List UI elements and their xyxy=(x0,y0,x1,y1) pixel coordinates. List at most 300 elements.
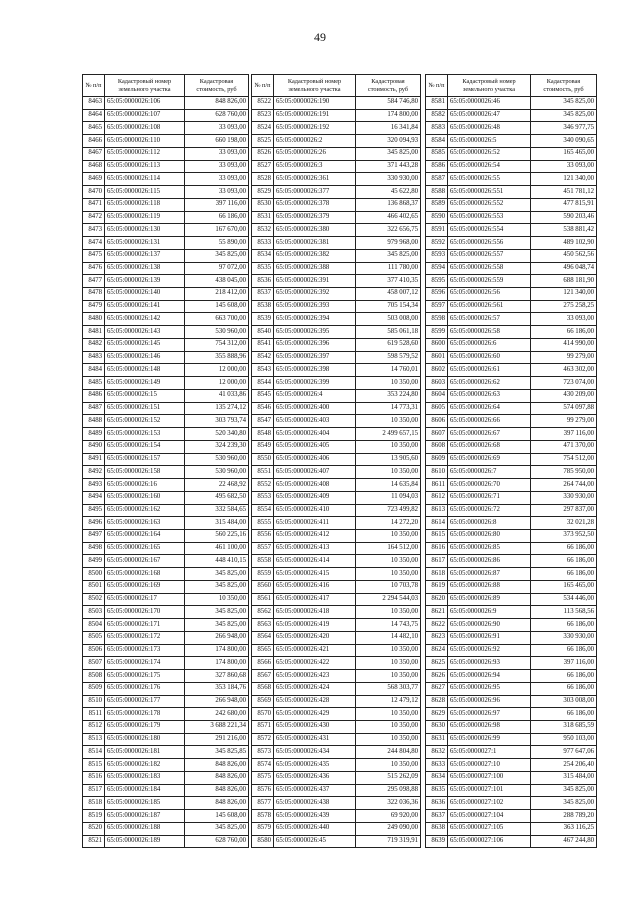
row-number: 8505 xyxy=(83,631,105,644)
cadastral-cost: 705 154,34 xyxy=(356,300,421,313)
cadastral-number: 65:05:0000026:411 xyxy=(274,517,356,530)
cadastral-number: 65:05:0000026:99 xyxy=(448,733,531,746)
cadastral-number: 65:05:0000026:164 xyxy=(105,529,185,542)
row-number: 8541 xyxy=(252,338,274,351)
table-row xyxy=(252,631,421,644)
row-number: 8583 xyxy=(426,122,448,135)
table-row xyxy=(426,619,597,632)
table-row xyxy=(426,708,597,721)
table-body xyxy=(252,97,421,848)
row-number: 8509 xyxy=(83,682,105,695)
cadastral-cost: 320 094,93 xyxy=(356,135,421,148)
cadastral-number: 65:05:0000026:92 xyxy=(448,644,531,657)
row-number: 8510 xyxy=(83,695,105,708)
table-row xyxy=(252,784,421,797)
table-row xyxy=(252,619,421,632)
cadastral-cost: 628 760,00 xyxy=(185,109,249,122)
cadastral-number: 65:05:0000027:105 xyxy=(448,822,531,835)
cadastral-cost: 266 948,00 xyxy=(185,695,249,708)
table-row xyxy=(426,147,597,160)
row-number: 8516 xyxy=(83,771,105,784)
row-number: 8572 xyxy=(252,733,274,746)
cadastral-number: 65:05:0000026:94 xyxy=(448,670,531,683)
row-number: 8520 xyxy=(83,822,105,835)
table-row xyxy=(83,402,249,415)
cadastral-number: 65:05:0000026:391 xyxy=(274,275,356,288)
row-number: 8552 xyxy=(252,479,274,492)
cadastral-cost: 33 093,00 xyxy=(185,160,249,173)
row-number: 8629 xyxy=(426,708,448,721)
cadastral-number: 65:05:0000026:61 xyxy=(448,364,531,377)
cadastral-cost: 10 350,00 xyxy=(356,720,421,733)
table-row xyxy=(426,593,597,606)
cadastral-cost: 315 484,00 xyxy=(185,517,249,530)
cadastral-cost: 288 789,20 xyxy=(531,810,597,823)
table-row xyxy=(252,593,421,606)
row-number: 8471 xyxy=(83,198,105,211)
table-row xyxy=(83,97,249,110)
table-row xyxy=(426,657,597,670)
cadastral-cost: 33 093,00 xyxy=(531,313,597,326)
table-row xyxy=(426,644,597,657)
table-row xyxy=(426,224,597,237)
table-row xyxy=(83,670,249,683)
cadastral-cost: 297 837,00 xyxy=(531,504,597,517)
row-number: 8543 xyxy=(252,364,274,377)
table-row xyxy=(426,122,597,135)
cadastral-cost: 530 960,00 xyxy=(185,466,249,479)
row-number: 8550 xyxy=(252,453,274,466)
cadastral-number: 65:05:0000026:3 xyxy=(274,160,356,173)
cadastral-number: 65:05:0000026:87 xyxy=(448,568,531,581)
cadastral-cost: 69 920,00 xyxy=(356,810,421,823)
row-number: 8538 xyxy=(252,300,274,313)
cadastral-number: 65:05:0000026:143 xyxy=(105,326,185,339)
row-number: 8592 xyxy=(426,237,448,250)
row-number: 8621 xyxy=(426,606,448,619)
row-number: 8617 xyxy=(426,555,448,568)
cadastral-cost: 503 008,00 xyxy=(356,313,421,326)
table-row xyxy=(252,453,421,466)
table-row xyxy=(426,695,597,708)
table-row xyxy=(252,555,421,568)
table-row xyxy=(83,377,249,390)
row-number: 8530 xyxy=(252,198,274,211)
cadastral-number: 65:05:0000026:56 xyxy=(448,288,531,301)
cadastral-cost: 977 647,06 xyxy=(531,746,597,759)
cadastral-cost: 345 825,00 xyxy=(185,619,249,632)
cadastral-number: 65:05:0000026:158 xyxy=(105,466,185,479)
cadastral-number: 65:05:0000026:176 xyxy=(105,682,185,695)
row-number: 8568 xyxy=(252,682,274,695)
table-header-row xyxy=(252,75,421,97)
table-row xyxy=(252,529,421,542)
header-cadastral: Кадастровый номер земельного участка xyxy=(274,75,356,97)
row-number: 8603 xyxy=(426,377,448,390)
cadastral-number: 65:05:0000026:381 xyxy=(274,237,356,250)
cadastral-cost: 266 948,00 xyxy=(185,631,249,644)
cadastral-cost: 10 350,00 xyxy=(356,466,421,479)
cadastral-cost: 164 512,00 xyxy=(356,542,421,555)
row-number: 8595 xyxy=(426,275,448,288)
cadastral-number: 65:05:0000026:399 xyxy=(274,377,356,390)
cadastral-number: 65:05:0000026:93 xyxy=(448,657,531,670)
row-number: 8485 xyxy=(83,377,105,390)
row-number: 8483 xyxy=(83,351,105,364)
row-number: 8507 xyxy=(83,657,105,670)
cadastral-cost: 165 465,00 xyxy=(531,580,597,593)
table-row xyxy=(426,173,597,186)
table-row xyxy=(83,224,249,237)
table-row xyxy=(426,288,597,301)
table-row xyxy=(426,186,597,199)
cadastral-number: 65:05:0000026:169 xyxy=(105,580,185,593)
table-row xyxy=(83,593,249,606)
cadastral-cost: 345 825,00 xyxy=(185,580,249,593)
cadastral-number: 65:05:0000026:7 xyxy=(448,466,531,479)
row-number: 8571 xyxy=(252,720,274,733)
cadastral-cost: 414 990,00 xyxy=(531,338,597,351)
row-number: 8607 xyxy=(426,428,448,441)
table-row xyxy=(252,440,421,453)
cadastral-cost: 324 239,30 xyxy=(185,440,249,453)
cadastral-cost: 530 960,00 xyxy=(185,453,249,466)
cadastral-number: 65:05:0000026:437 xyxy=(274,784,356,797)
header-cost: Кадастровая стоимость, руб xyxy=(531,75,597,97)
row-number: 8503 xyxy=(83,606,105,619)
table-row xyxy=(83,160,249,173)
table-row xyxy=(426,771,597,784)
row-number: 8630 xyxy=(426,720,448,733)
cadastral-cost: 322 036,36 xyxy=(356,797,421,810)
table-row xyxy=(426,555,597,568)
table-row xyxy=(83,835,249,848)
row-number: 8594 xyxy=(426,262,448,275)
row-number: 8586 xyxy=(426,160,448,173)
table-row xyxy=(426,453,597,466)
cadastral-number: 65:05:0000026:68 xyxy=(448,440,531,453)
cadastral-cost: 13 905,60 xyxy=(356,453,421,466)
cadastral-cost: 322 656,75 xyxy=(356,224,421,237)
row-number: 8498 xyxy=(83,542,105,555)
table-row xyxy=(83,644,249,657)
cadastral-cost: 448 410,15 xyxy=(185,555,249,568)
cadastral-number: 65:05:0000026:398 xyxy=(274,364,356,377)
cadastral-cost: 303 793,74 xyxy=(185,415,249,428)
table-row xyxy=(426,606,597,619)
table-row xyxy=(252,771,421,784)
table-row xyxy=(252,746,421,759)
row-number: 8534 xyxy=(252,249,274,262)
cadastral-cost: 10 703,78 xyxy=(356,580,421,593)
cadastral-cost: 979 968,00 xyxy=(356,237,421,250)
cadastral-cost: 97 072,00 xyxy=(185,262,249,275)
table-row xyxy=(252,491,421,504)
row-number: 8636 xyxy=(426,797,448,810)
cadastral-number: 65:05:0000026:416 xyxy=(274,580,356,593)
table-row xyxy=(252,288,421,301)
cadastral-number: 65:05:0000026:191 xyxy=(274,109,356,122)
table-row xyxy=(426,733,597,746)
cadastral-number: 65:05:0000026:119 xyxy=(105,211,185,224)
row-number: 8593 xyxy=(426,249,448,262)
cadastral-cost: 848 826,00 xyxy=(185,771,249,784)
table-row xyxy=(83,415,249,428)
table-row xyxy=(83,784,249,797)
cadastral-number: 65:05:0000027:106 xyxy=(448,835,531,848)
cadastral-number: 65:05:0000026:26 xyxy=(274,147,356,160)
table-row xyxy=(83,695,249,708)
row-number: 8618 xyxy=(426,568,448,581)
table-row xyxy=(426,160,597,173)
cadastral-cost: 264 744,00 xyxy=(531,479,597,492)
cadastral-number: 65:05:0000026:393 xyxy=(274,300,356,313)
table-body xyxy=(426,97,597,848)
row-number: 8536 xyxy=(252,275,274,288)
cadastral-cost: 136 868,37 xyxy=(356,198,421,211)
cadastral-cost: 461 100,00 xyxy=(185,542,249,555)
cadastral-number: 65:05:0000026:149 xyxy=(105,377,185,390)
row-number: 8632 xyxy=(426,746,448,759)
table-row xyxy=(83,466,249,479)
cadastral-cost: 45 622,80 xyxy=(356,186,421,199)
cadastral-number: 65:05:0000026:63 xyxy=(448,389,531,402)
table-row xyxy=(426,300,597,313)
table-row xyxy=(252,326,421,339)
cadastral-number: 65:05:0000026:72 xyxy=(448,504,531,517)
row-number: 8563 xyxy=(252,619,274,632)
table-row xyxy=(252,759,421,772)
row-number: 8478 xyxy=(83,288,105,301)
cadastral-cost: 332 584,65 xyxy=(185,504,249,517)
cadastral-number: 65:05:0000026:408 xyxy=(274,479,356,492)
table-row xyxy=(426,631,597,644)
row-number: 8598 xyxy=(426,313,448,326)
cadastral-cost: 471 370,00 xyxy=(531,440,597,453)
table-row xyxy=(252,504,421,517)
cadastral-number: 65:05:0000026:141 xyxy=(105,300,185,313)
cadastral-number: 65:05:0000026:47 xyxy=(448,109,531,122)
cadastral-cost: 466 402,65 xyxy=(356,211,421,224)
cadastral-number: 65:05:0000026:6 xyxy=(448,338,531,351)
row-number: 8606 xyxy=(426,415,448,428)
table-row xyxy=(252,415,421,428)
row-number: 8619 xyxy=(426,580,448,593)
cadastral-cost: 10 350,00 xyxy=(356,733,421,746)
cadastral-number: 65:05:0000027:100 xyxy=(448,771,531,784)
cadastral-cost: 66 186,00 xyxy=(531,644,597,657)
table-row xyxy=(426,529,597,542)
row-number: 8615 xyxy=(426,529,448,542)
cadastral-cost: 397 116,00 xyxy=(531,657,597,670)
cadastral-number: 65:05:0000026:142 xyxy=(105,313,185,326)
table-row xyxy=(426,211,597,224)
header-cost: Кадастровая стоимость, руб xyxy=(185,75,249,97)
table-row xyxy=(83,555,249,568)
header-num: № п/п xyxy=(426,75,448,97)
row-number: 8479 xyxy=(83,300,105,313)
table-row xyxy=(83,326,249,339)
row-number: 8580 xyxy=(252,835,274,848)
row-number: 8582 xyxy=(426,109,448,122)
row-number: 8544 xyxy=(252,377,274,390)
row-number: 8475 xyxy=(83,249,105,262)
cadastral-cost: 520 340,80 xyxy=(185,428,249,441)
table-row xyxy=(83,822,249,835)
row-number: 8567 xyxy=(252,670,274,683)
header-cadastral: Кадастровый номер земельного участка xyxy=(105,75,185,97)
row-number: 8525 xyxy=(252,135,274,148)
row-number: 8623 xyxy=(426,631,448,644)
table-body xyxy=(83,97,249,848)
table-row xyxy=(252,466,421,479)
row-number: 8637 xyxy=(426,810,448,823)
cadastral-number: 65:05:0000026:187 xyxy=(105,810,185,823)
cadastral-cost: 99 279,00 xyxy=(531,415,597,428)
row-number: 8560 xyxy=(252,580,274,593)
row-number: 8624 xyxy=(426,644,448,657)
row-number: 8554 xyxy=(252,504,274,517)
table-row xyxy=(426,466,597,479)
row-number: 8486 xyxy=(83,389,105,402)
cadastral-number: 65:05:0000026:139 xyxy=(105,275,185,288)
cadastral-number: 65:05:0000026:378 xyxy=(274,198,356,211)
cadastral-number: 65:05:0000026:54 xyxy=(448,160,531,173)
table-row xyxy=(426,835,597,848)
row-number: 8555 xyxy=(252,517,274,530)
cadastral-number: 65:05:0000026:98 xyxy=(448,720,531,733)
row-number: 8634 xyxy=(426,771,448,784)
cadastral-cost: 32 021,28 xyxy=(531,517,597,530)
table-row xyxy=(252,364,421,377)
table-row xyxy=(83,657,249,670)
cadastral-number: 65:05:0000026:90 xyxy=(448,619,531,632)
cadastral-cost: 2 499 657,15 xyxy=(356,428,421,441)
table-row xyxy=(426,428,597,441)
cadastral-cost: 477 815,91 xyxy=(531,198,597,211)
cadastral-number: 65:05:0000026:60 xyxy=(448,351,531,364)
table-row xyxy=(83,122,249,135)
table-row xyxy=(426,249,597,262)
table-row xyxy=(83,504,249,517)
cadastral-cost: 318 685,59 xyxy=(531,720,597,733)
table-row xyxy=(426,377,597,390)
cadastral-number: 65:05:0000026:189 xyxy=(105,835,185,848)
cadastral-cost: 660 198,00 xyxy=(185,135,249,148)
table-row xyxy=(252,835,421,848)
table-row xyxy=(252,173,421,186)
table-row xyxy=(83,491,249,504)
cadastral-cost: 345 825,00 xyxy=(531,109,597,122)
cadastral-cost: 848 826,00 xyxy=(185,97,249,110)
cadastral-cost: 315 484,00 xyxy=(531,771,597,784)
row-number: 8488 xyxy=(83,415,105,428)
cadastral-cost: 373 952,50 xyxy=(531,529,597,542)
cadastral-cost: 14 743,75 xyxy=(356,619,421,632)
table-row xyxy=(83,479,249,492)
table-row xyxy=(426,504,597,517)
cadastral-cost: 688 181,90 xyxy=(531,275,597,288)
cadastral-cost: 496 048,74 xyxy=(531,262,597,275)
row-number: 8600 xyxy=(426,338,448,351)
row-number: 8612 xyxy=(426,491,448,504)
cadastral-cost: 719 319,91 xyxy=(356,835,421,848)
row-number: 8565 xyxy=(252,644,274,657)
table-row xyxy=(426,313,597,326)
cadastral-number: 65:05:0000026:414 xyxy=(274,555,356,568)
cadastral-number: 65:05:0000026:435 xyxy=(274,759,356,772)
cadastral-cost: 330 930,00 xyxy=(531,631,597,644)
row-number: 8489 xyxy=(83,428,105,441)
cadastral-number: 65:05:0000026:95 xyxy=(448,682,531,695)
row-number: 8512 xyxy=(83,720,105,733)
row-number: 8495 xyxy=(83,504,105,517)
cadastral-number: 65:05:0000026:439 xyxy=(274,810,356,823)
table-row xyxy=(83,720,249,733)
cadastral-number: 65:05:0000026:179 xyxy=(105,720,185,733)
row-number: 8553 xyxy=(252,491,274,504)
cadastral-cost: 619 528,60 xyxy=(356,338,421,351)
cadastral-cost: 14 773,31 xyxy=(356,402,421,415)
cadastral-number: 65:05:0000026:114 xyxy=(105,173,185,186)
cadastral-cost: 55 890,00 xyxy=(185,237,249,250)
cadastral-number: 65:05:0000026:152 xyxy=(105,415,185,428)
table-row xyxy=(426,402,597,415)
cadastral-cost: 628 760,00 xyxy=(185,835,249,848)
cadastral-cost: 33 093,00 xyxy=(185,122,249,135)
row-number: 8470 xyxy=(83,186,105,199)
row-number: 8519 xyxy=(83,810,105,823)
cadastral-number: 65:05:0000026:48 xyxy=(448,122,531,135)
cadastral-cost: 538 881,42 xyxy=(531,224,597,237)
table-row xyxy=(426,262,597,275)
row-number: 8514 xyxy=(83,746,105,759)
cadastral-cost: 340 090,65 xyxy=(531,135,597,148)
cadastral-cost: 66 186,00 xyxy=(531,555,597,568)
row-number: 8557 xyxy=(252,542,274,555)
row-number: 8539 xyxy=(252,313,274,326)
table-row xyxy=(252,237,421,250)
row-number: 8622 xyxy=(426,619,448,632)
cadastral-number: 65:05:0000026:554 xyxy=(448,224,531,237)
table-row xyxy=(83,733,249,746)
cadastral-number: 65:05:0000026:417 xyxy=(274,593,356,606)
cadastral-cost: 145 608,00 xyxy=(185,810,249,823)
row-number: 8574 xyxy=(252,759,274,772)
row-number: 8631 xyxy=(426,733,448,746)
row-number: 8474 xyxy=(83,237,105,250)
table-row xyxy=(83,682,249,695)
row-number: 8556 xyxy=(252,529,274,542)
table-row xyxy=(426,810,597,823)
table-row xyxy=(252,186,421,199)
row-number: 8487 xyxy=(83,402,105,415)
table-row xyxy=(252,568,421,581)
table-row xyxy=(252,708,421,721)
row-number: 8597 xyxy=(426,300,448,313)
cadastral-number: 65:05:0000026:91 xyxy=(448,631,531,644)
cadastral-cost: 244 804,80 xyxy=(356,746,421,759)
table-row xyxy=(83,542,249,555)
table-row xyxy=(426,364,597,377)
table-row xyxy=(83,746,249,759)
cadastral-cost: 121 340,00 xyxy=(531,288,597,301)
table-row xyxy=(252,682,421,695)
cadastral-number: 65:05:0000026:419 xyxy=(274,619,356,632)
cadastral-cost: 345 825,00 xyxy=(531,97,597,110)
row-number: 8476 xyxy=(83,262,105,275)
cadastral-cost: 353 224,80 xyxy=(356,389,421,402)
